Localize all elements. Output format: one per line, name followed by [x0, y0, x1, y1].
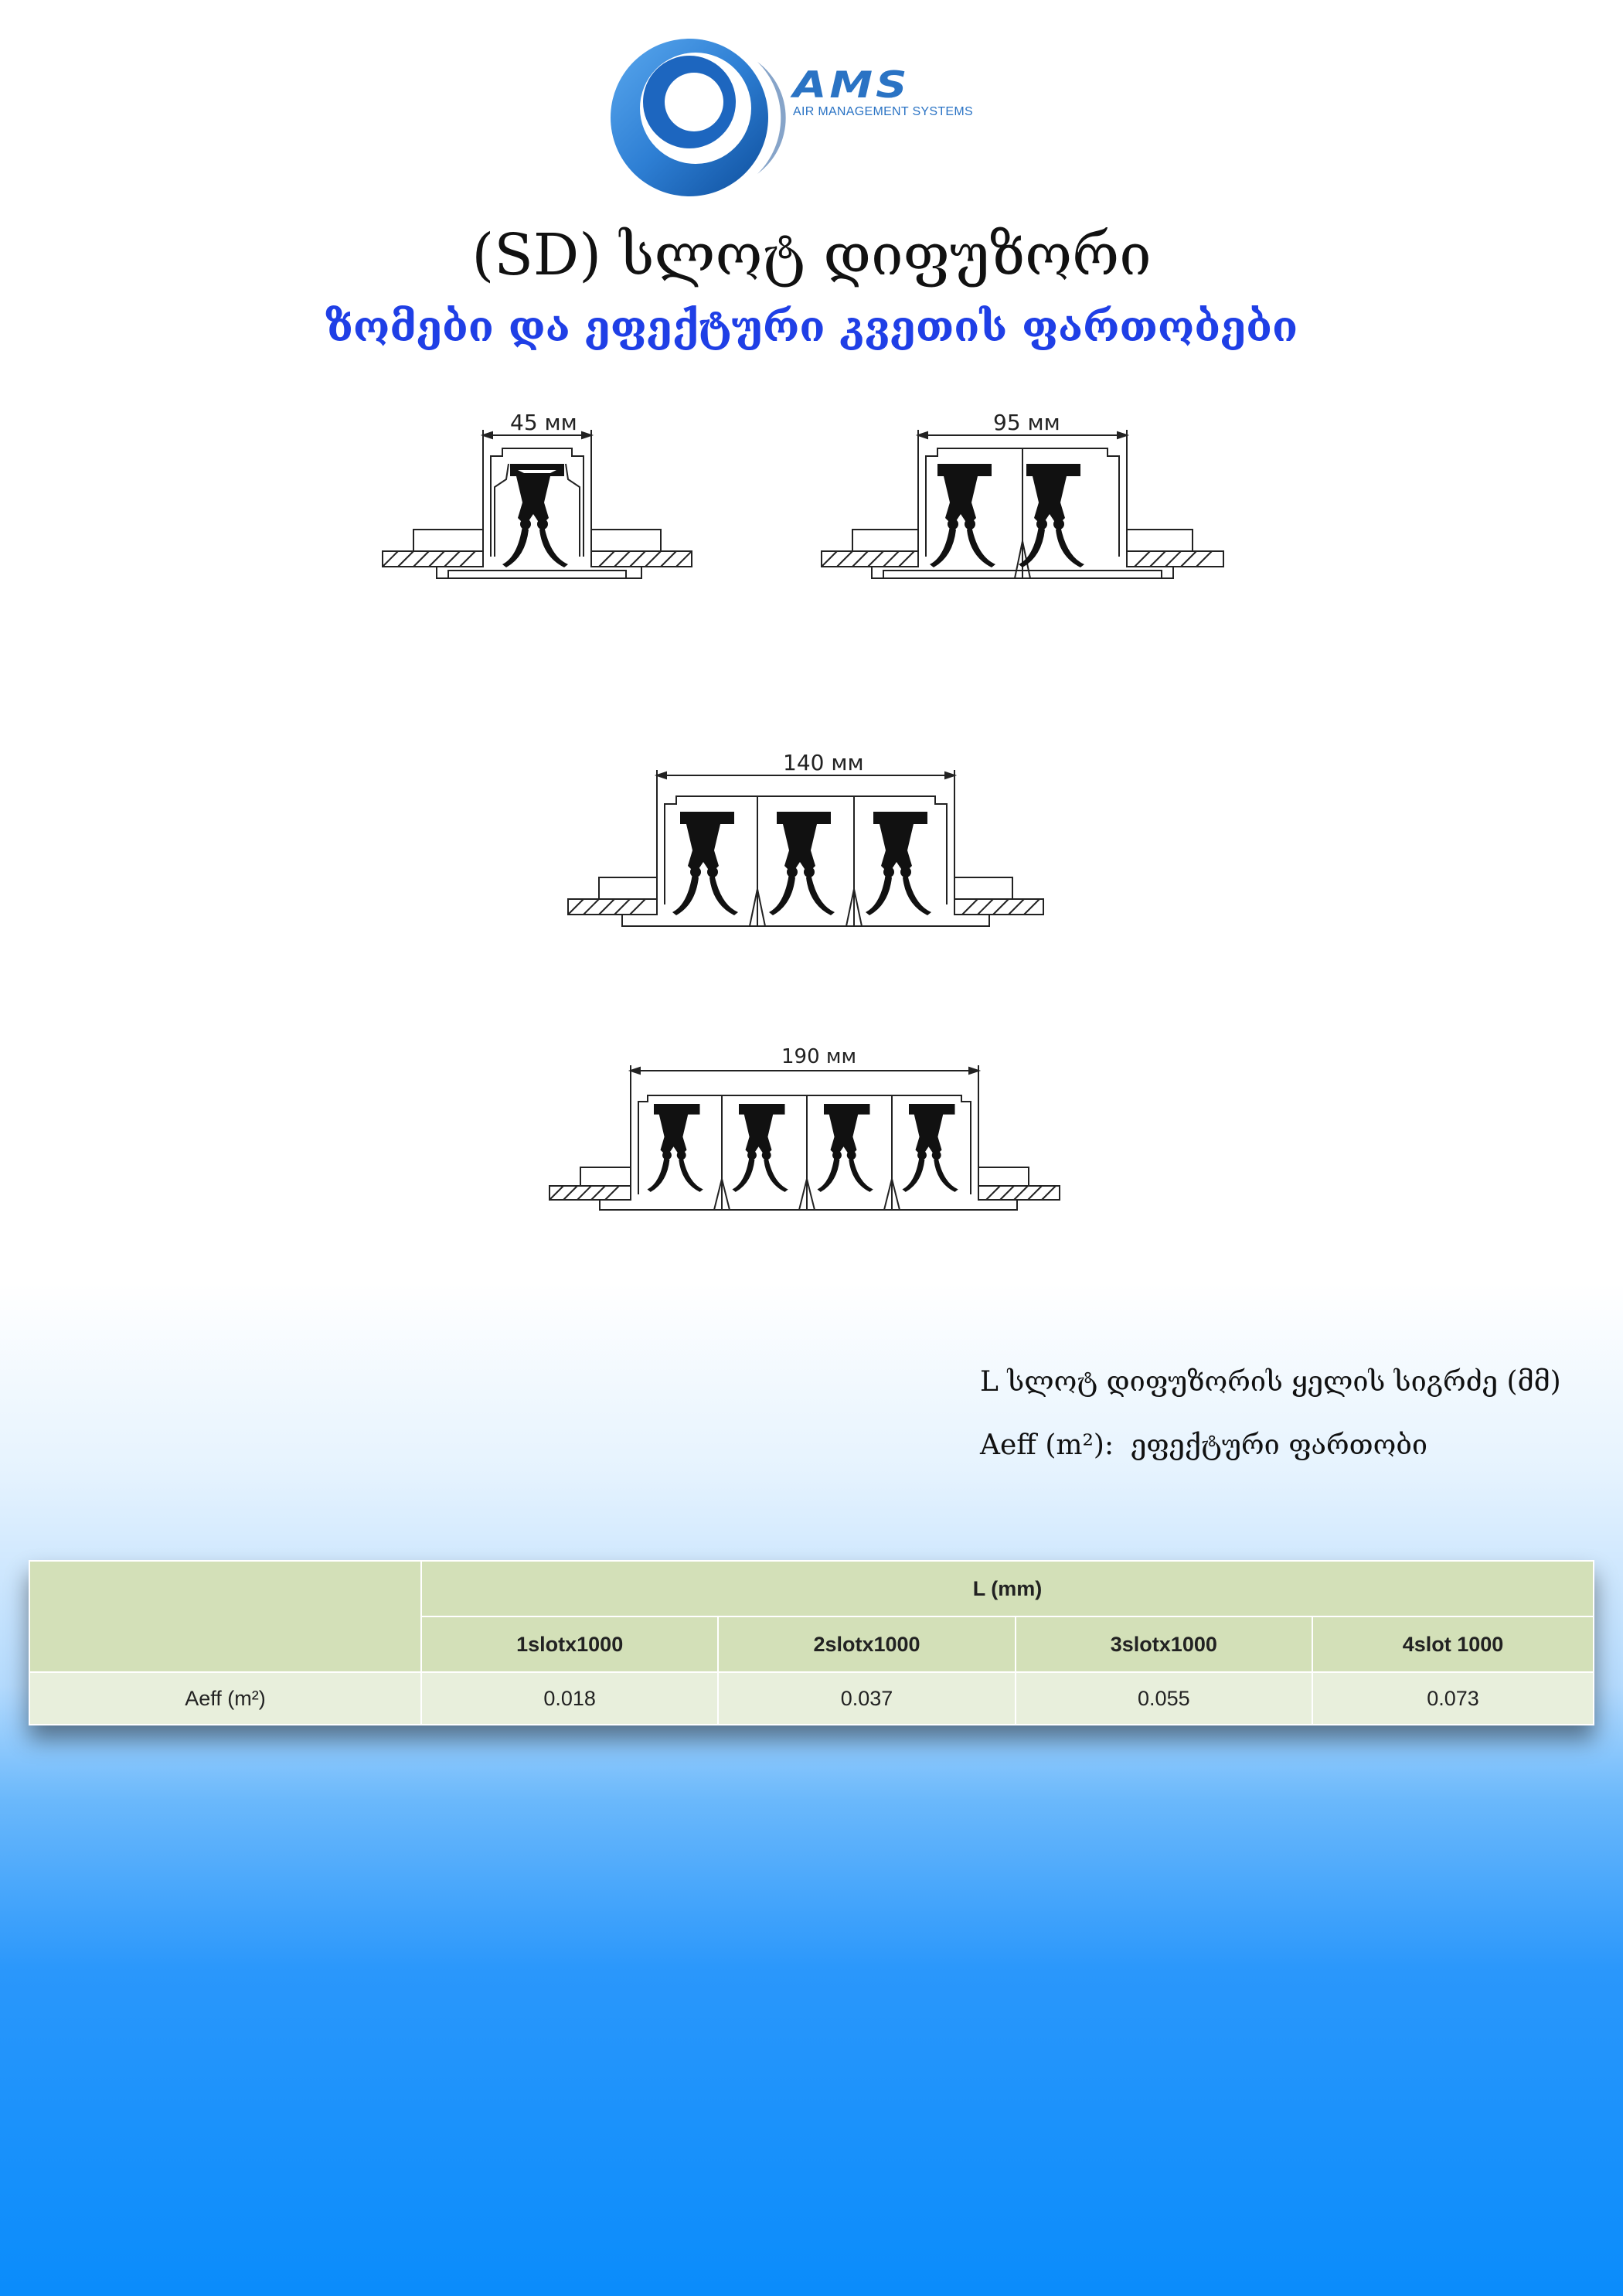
page-subtitle: ზომები და ეფექტური კვეთის ფართობები — [325, 301, 1298, 351]
drawing-2-slot — [818, 402, 1227, 588]
table-corner-cell — [29, 1561, 421, 1672]
legend-aeff-value: ეფექტური ფართობი — [1131, 1429, 1428, 1461]
dimension-label-3: 140 мм — [783, 750, 864, 775]
legend-length-text: L სლოტ დიფუზორის ყელის სიგრძე (მმ) — [980, 1366, 1561, 1398]
table-cell: 0.073 — [1312, 1672, 1594, 1725]
brand-tagline: AIR MANAGEMENT SYSTEMS — [793, 105, 974, 118]
legend-length — [980, 1363, 1561, 1402]
table-column-header: 3slotx1000 — [1016, 1616, 1312, 1672]
table-row-label: Aeff (m²) — [29, 1672, 421, 1725]
dimension-label-4: 190 мм — [781, 1045, 857, 1068]
ring-logo-icon — [603, 31, 788, 201]
legend-aeff-key: Aeff (m²): — [980, 1429, 1114, 1461]
drawing-3-slot — [564, 742, 1051, 935]
dimension-label-2: 95 мм — [993, 410, 1060, 435]
brand-wordmark — [793, 63, 994, 119]
drawing-1-slot — [379, 402, 703, 588]
table-column-header: 4slot 1000 — [1312, 1616, 1594, 1672]
table-cell: 0.037 — [718, 1672, 1015, 1725]
brand-name: AMS — [793, 63, 910, 107]
table-column-header: 1slotx1000 — [421, 1616, 718, 1672]
table-row — [29, 1672, 1594, 1725]
dimension-label-1: 45 мм — [510, 410, 577, 435]
drawing-4-slot — [546, 1040, 1079, 1218]
table-group-header: L (mm) — [421, 1561, 1594, 1616]
table-cell: 0.018 — [421, 1672, 718, 1725]
page-title: (SD) სლოტ დიფუზორი — [471, 222, 1152, 288]
aeff-table — [29, 1560, 1594, 1725]
table-column-header: 2slotx1000 — [718, 1616, 1015, 1672]
legend-aeff — [980, 1426, 1427, 1465]
table-cell: 0.055 — [1016, 1672, 1312, 1725]
